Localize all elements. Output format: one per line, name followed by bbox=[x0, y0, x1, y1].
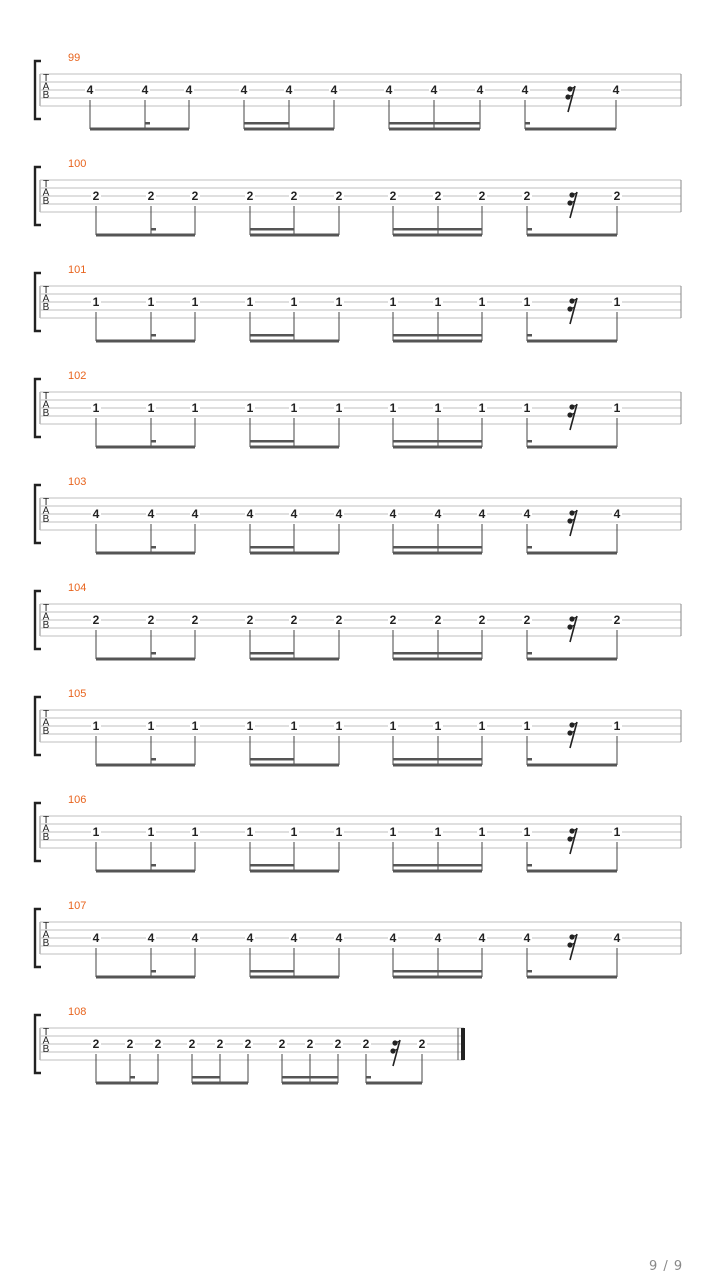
beam bbox=[393, 340, 482, 343]
fret-number: 2 bbox=[478, 613, 486, 627]
fret-number: 2 bbox=[154, 1037, 162, 1051]
fret-number: 4 bbox=[389, 507, 397, 521]
fret-number: 4 bbox=[147, 931, 155, 945]
fret-number: 1 bbox=[478, 825, 486, 839]
fret-number: 1 bbox=[147, 825, 155, 839]
fret-number: 4 bbox=[335, 507, 343, 521]
fret-number: 4 bbox=[147, 507, 155, 521]
fret-number: 2 bbox=[92, 189, 100, 203]
beam bbox=[250, 870, 339, 873]
beam-stub bbox=[527, 440, 532, 443]
fret-number: 2 bbox=[244, 1037, 252, 1051]
fret-number: 2 bbox=[389, 189, 397, 203]
beam-stub bbox=[151, 864, 156, 867]
tab-system bbox=[35, 900, 681, 979]
beam-secondary bbox=[250, 440, 294, 443]
beam-secondary bbox=[244, 122, 289, 125]
beam bbox=[250, 976, 339, 979]
fret-number: 1 bbox=[335, 825, 343, 839]
fret-number: 4 bbox=[521, 83, 529, 97]
tab-clef-letter: T bbox=[42, 1027, 50, 1038]
fret-number: 2 bbox=[334, 1037, 342, 1051]
fret-number: 4 bbox=[612, 83, 620, 97]
fret-number: 2 bbox=[147, 189, 155, 203]
beam-secondary bbox=[389, 122, 480, 125]
beam-stub bbox=[151, 334, 156, 337]
beam-stub bbox=[151, 228, 156, 231]
beam bbox=[527, 658, 617, 661]
fret-number: 4 bbox=[92, 507, 100, 521]
beam bbox=[96, 234, 195, 237]
fret-number: 1 bbox=[478, 295, 486, 309]
measure-number: 107 bbox=[68, 900, 87, 912]
tab-system bbox=[35, 688, 681, 767]
fret-number: 1 bbox=[434, 295, 442, 309]
beam bbox=[393, 234, 482, 237]
tab-system bbox=[35, 1006, 465, 1085]
beam-stub bbox=[145, 122, 150, 125]
beam bbox=[389, 128, 480, 131]
tab-system bbox=[35, 476, 681, 555]
measure-number: 99 bbox=[68, 52, 81, 64]
beam bbox=[96, 1082, 158, 1085]
fret-number: 4 bbox=[385, 83, 393, 97]
fret-number: 2 bbox=[126, 1037, 134, 1051]
beam-stub bbox=[151, 652, 156, 655]
fret-number: 1 bbox=[335, 719, 343, 733]
fret-number: 2 bbox=[389, 613, 397, 627]
beam-stub bbox=[527, 546, 532, 549]
fret-number: 2 bbox=[434, 613, 442, 627]
fret-number: 4 bbox=[92, 931, 100, 945]
tab-system bbox=[35, 370, 681, 449]
fret-number: 1 bbox=[389, 825, 397, 839]
fret-number: 1 bbox=[290, 719, 298, 733]
fret-number: 1 bbox=[389, 295, 397, 309]
fret-number: 2 bbox=[92, 613, 100, 627]
tab-clef-letter: A bbox=[42, 1035, 50, 1047]
tab-system bbox=[35, 582, 681, 661]
fret-number: 1 bbox=[478, 719, 486, 733]
beam bbox=[96, 764, 195, 767]
beam bbox=[96, 552, 195, 555]
fret-number: 2 bbox=[613, 613, 621, 627]
tab-clef-letter: A bbox=[42, 81, 50, 93]
beam bbox=[393, 658, 482, 661]
beam bbox=[96, 658, 195, 661]
tab-clef-letter: T bbox=[42, 285, 50, 296]
fret-number: 4 bbox=[430, 83, 438, 97]
beam bbox=[192, 1082, 248, 1085]
fret-number: 4 bbox=[246, 931, 254, 945]
tab-system bbox=[35, 52, 681, 131]
fret-number: 1 bbox=[434, 719, 442, 733]
fret-number: 2 bbox=[290, 189, 298, 203]
measure-number: 102 bbox=[68, 370, 87, 382]
beam bbox=[250, 340, 339, 343]
beam bbox=[527, 446, 617, 449]
fret-number: 4 bbox=[191, 931, 199, 945]
beam-secondary bbox=[250, 334, 294, 337]
fret-number: 1 bbox=[523, 825, 531, 839]
measure-number: 105 bbox=[68, 688, 87, 700]
beam bbox=[250, 552, 339, 555]
fret-number: 4 bbox=[290, 931, 298, 945]
beam-stub bbox=[527, 864, 532, 867]
fret-number: 4 bbox=[478, 507, 486, 521]
measure-number: 103 bbox=[68, 476, 87, 488]
fret-number: 4 bbox=[434, 507, 442, 521]
beam bbox=[527, 976, 617, 979]
beam-stub bbox=[151, 546, 156, 549]
fret-number: 1 bbox=[335, 295, 343, 309]
tab-clef-letter: B bbox=[42, 514, 50, 525]
tab-clef-letter: T bbox=[42, 73, 50, 84]
beam bbox=[96, 870, 195, 873]
fret-number: 4 bbox=[191, 507, 199, 521]
fret-number: 1 bbox=[147, 295, 155, 309]
beam-secondary bbox=[250, 652, 294, 655]
fret-number: 1 bbox=[290, 825, 298, 839]
tab-clef-letter: T bbox=[42, 179, 50, 190]
tab-clef-letter: A bbox=[42, 823, 50, 835]
fret-number: 4 bbox=[330, 83, 338, 97]
beam bbox=[527, 764, 617, 767]
measure-number: 101 bbox=[68, 264, 87, 276]
fret-number: 2 bbox=[613, 189, 621, 203]
tab-clef-letter: T bbox=[42, 921, 50, 932]
fret-number: 1 bbox=[191, 825, 199, 839]
beam bbox=[366, 1082, 422, 1085]
tab-clef-letter: B bbox=[42, 90, 50, 101]
beam bbox=[527, 552, 617, 555]
beam bbox=[393, 870, 482, 873]
fret-number: 2 bbox=[306, 1037, 314, 1051]
beam-stub bbox=[527, 652, 532, 655]
measure-number: 108 bbox=[68, 1006, 87, 1018]
tab-clef-letter: A bbox=[42, 505, 50, 517]
beam bbox=[250, 234, 339, 237]
tab-clef-letter: T bbox=[42, 709, 50, 720]
measure-number: 104 bbox=[68, 582, 87, 594]
fret-number: 4 bbox=[335, 931, 343, 945]
beam-secondary bbox=[250, 758, 294, 761]
tab-clef-letter: B bbox=[42, 832, 50, 843]
fret-number: 4 bbox=[240, 83, 248, 97]
beam-secondary bbox=[393, 652, 482, 655]
beam-stub bbox=[151, 440, 156, 443]
fret-number: 1 bbox=[613, 719, 621, 733]
fret-number: 1 bbox=[246, 825, 254, 839]
fret-number: 2 bbox=[188, 1037, 196, 1051]
fret-number: 2 bbox=[191, 189, 199, 203]
beam-stub bbox=[527, 970, 532, 973]
beam-stub bbox=[527, 334, 532, 337]
fret-number: 4 bbox=[185, 83, 193, 97]
measure-number: 106 bbox=[68, 794, 87, 806]
beam bbox=[250, 764, 339, 767]
fret-number: 1 bbox=[613, 401, 621, 415]
beam bbox=[250, 446, 339, 449]
fret-number: 1 bbox=[434, 401, 442, 415]
fret-number: 4 bbox=[476, 83, 484, 97]
fret-number: 2 bbox=[434, 189, 442, 203]
tab-clef-letter: B bbox=[42, 408, 50, 419]
fret-number: 1 bbox=[147, 401, 155, 415]
fret-number: 1 bbox=[290, 401, 298, 415]
beam-secondary bbox=[393, 758, 482, 761]
fret-number: 2 bbox=[335, 189, 343, 203]
beam-secondary bbox=[192, 1076, 220, 1079]
fret-number: 1 bbox=[246, 295, 254, 309]
fret-number: 1 bbox=[92, 825, 100, 839]
beam bbox=[96, 446, 195, 449]
beam-secondary bbox=[393, 334, 482, 337]
fret-number: 1 bbox=[523, 295, 531, 309]
fret-number: 1 bbox=[92, 719, 100, 733]
fret-number: 2 bbox=[362, 1037, 370, 1051]
tab-clef-letter: B bbox=[42, 726, 50, 737]
tab-clef-letter: A bbox=[42, 399, 50, 411]
fret-number: 4 bbox=[290, 507, 298, 521]
tab-clef-letter: T bbox=[42, 603, 50, 614]
beam bbox=[527, 870, 617, 873]
fret-number: 1 bbox=[290, 295, 298, 309]
final-barline-thick bbox=[461, 1028, 465, 1060]
tab-clef-letter: T bbox=[42, 497, 50, 508]
fret-number: 2 bbox=[191, 613, 199, 627]
tab-system bbox=[35, 794, 681, 873]
beam-stub bbox=[151, 970, 156, 973]
fret-number: 1 bbox=[191, 401, 199, 415]
fret-number: 2 bbox=[478, 189, 486, 203]
beam bbox=[527, 234, 617, 237]
fret-number: 4 bbox=[523, 931, 531, 945]
beam-secondary bbox=[393, 228, 482, 231]
fret-number: 1 bbox=[523, 719, 531, 733]
fret-number: 4 bbox=[285, 83, 293, 97]
fret-number: 4 bbox=[613, 931, 621, 945]
fret-number: 1 bbox=[389, 401, 397, 415]
tab-clef-letter: A bbox=[42, 611, 50, 623]
beam-secondary bbox=[393, 546, 482, 549]
fret-number: 4 bbox=[141, 83, 149, 97]
fret-number: 2 bbox=[523, 189, 531, 203]
tab-clef-letter: A bbox=[42, 187, 50, 199]
fret-number: 1 bbox=[191, 719, 199, 733]
tab-clef-letter: B bbox=[42, 302, 50, 313]
fret-number: 1 bbox=[92, 295, 100, 309]
tab-clef-letter: B bbox=[42, 196, 50, 207]
fret-number: 1 bbox=[434, 825, 442, 839]
beam bbox=[244, 128, 334, 131]
beam-secondary bbox=[250, 864, 294, 867]
beam-secondary bbox=[250, 970, 294, 973]
fret-number: 4 bbox=[389, 931, 397, 945]
tab-clef-letter: B bbox=[42, 1044, 50, 1055]
measure-number: 100 bbox=[68, 158, 87, 170]
beam bbox=[393, 552, 482, 555]
beam bbox=[250, 658, 339, 661]
beam-stub bbox=[151, 758, 156, 761]
beam-secondary bbox=[250, 228, 294, 231]
fret-number: 1 bbox=[613, 295, 621, 309]
fret-number: 2 bbox=[418, 1037, 426, 1051]
beam bbox=[393, 976, 482, 979]
beam bbox=[96, 976, 195, 979]
fret-number: 4 bbox=[434, 931, 442, 945]
tab-clef-letter: A bbox=[42, 929, 50, 941]
tab-clef-letter: T bbox=[42, 815, 50, 826]
fret-number: 2 bbox=[290, 613, 298, 627]
tab-clef-letter: A bbox=[42, 293, 50, 305]
tab-clef-letter: B bbox=[42, 938, 50, 949]
fret-number: 2 bbox=[246, 613, 254, 627]
tab-clef-letter: A bbox=[42, 717, 50, 729]
fret-number: 2 bbox=[335, 613, 343, 627]
fret-number: 1 bbox=[246, 401, 254, 415]
fret-number: 2 bbox=[246, 189, 254, 203]
tab-system bbox=[35, 264, 681, 343]
tab-system bbox=[35, 158, 681, 237]
fret-number: 1 bbox=[191, 295, 199, 309]
beam-secondary bbox=[282, 1076, 338, 1079]
fret-number: 4 bbox=[246, 507, 254, 521]
beam-secondary bbox=[250, 546, 294, 549]
beam-stub bbox=[130, 1076, 135, 1079]
fret-number: 1 bbox=[389, 719, 397, 733]
fret-number: 1 bbox=[523, 401, 531, 415]
beam-secondary bbox=[393, 864, 482, 867]
fret-number: 1 bbox=[246, 719, 254, 733]
beam bbox=[282, 1082, 338, 1085]
tab-clef-letter: B bbox=[42, 620, 50, 631]
beam-secondary bbox=[393, 970, 482, 973]
beam-stub bbox=[525, 122, 530, 125]
beam-stub bbox=[527, 228, 532, 231]
fret-number: 1 bbox=[92, 401, 100, 415]
beam bbox=[96, 340, 195, 343]
tab-clef-letter: T bbox=[42, 391, 50, 402]
page-number: 9 / 9 bbox=[649, 1259, 684, 1274]
fret-number: 1 bbox=[335, 401, 343, 415]
fret-number: 1 bbox=[147, 719, 155, 733]
beam-stub bbox=[366, 1076, 371, 1079]
fret-number: 1 bbox=[613, 825, 621, 839]
fret-number: 1 bbox=[478, 401, 486, 415]
beam bbox=[393, 446, 482, 449]
beam bbox=[90, 128, 189, 131]
beam-secondary bbox=[393, 440, 482, 443]
fret-number: 4 bbox=[523, 507, 531, 521]
beam bbox=[525, 128, 616, 131]
beam-stub bbox=[527, 758, 532, 761]
beam bbox=[393, 764, 482, 767]
fret-number: 2 bbox=[92, 1037, 100, 1051]
fret-number: 4 bbox=[613, 507, 621, 521]
fret-number: 4 bbox=[478, 931, 486, 945]
fret-number: 2 bbox=[523, 613, 531, 627]
fret-number: 2 bbox=[216, 1037, 224, 1051]
fret-number: 2 bbox=[147, 613, 155, 627]
fret-number: 2 bbox=[278, 1037, 286, 1051]
beam bbox=[527, 340, 617, 343]
fret-number: 4 bbox=[86, 83, 94, 97]
